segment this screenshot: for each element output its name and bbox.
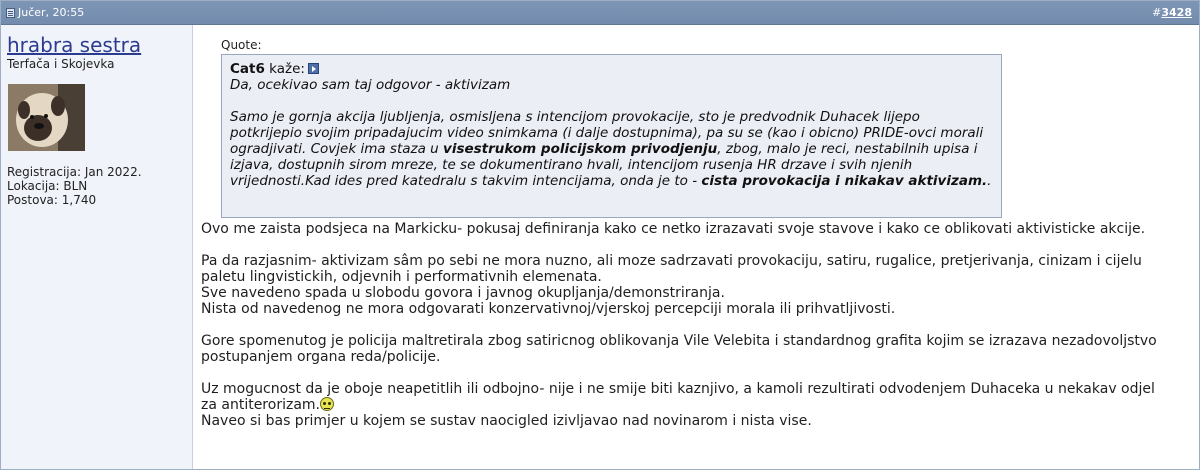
username-link[interactable]: hrabra sestra — [7, 33, 142, 57]
body-paragraph: Naveo si bas primjer u kojem se sustav naocigled izivljavao nad novinarom i nista vise. — [201, 413, 812, 429]
quote-paragraph — [230, 109, 995, 189]
user-registration: Registracija: Jan 2022. — [7, 165, 142, 179]
body-text: Uz mogucnost da je oboje neapetitlih ili odbojno- nije i ne smije biti kaznjivo, a kamoli rezultirati odvodenjem Duhaceka u nekakav odjel za antiterorizam. — [201, 381, 1155, 413]
smiley-icon — [320, 397, 334, 411]
body-paragraph: Nista od navedenog ne mora odgovarati konzervativnoj/vjerskoj percepciji morala ili prihvatljivosti. — [201, 301, 896, 317]
quote-text: , zbog, malo je reci, nestabilnih upisa i izjava, dostupnih sirom mreze, te se dokumentirano hvali, intencijom rusenja HR drzave i svih njenih vrijednosti.Kad ides pred katedralu s takvim intencijama, onda je to - — [230, 141, 978, 189]
quote-line: Da, ocekivao sam taj odgovor - aktivizam — [230, 77, 511, 93]
post-number: #3428 — [1152, 6, 1192, 19]
body-paragraph: Gore spomenutog je policija maltretirala zbog satiricnog oblikovanja Vile Velebita i standardnog grafita kojim se izrazava nezadovoljstvo postupanjem organa reda/policije. — [201, 333, 1157, 365]
user-info-panel — [1, 25, 193, 469]
user-stats — [7, 165, 142, 207]
view-post-arrow-icon[interactable] — [308, 63, 319, 74]
body-paragraph: Sve navedeno spada u slobodu govora i javnog okupljanja/demonstriranja. — [201, 285, 725, 301]
quote-text: Samo je gornja akcija ljubljenja, osmisljena s intencijom provokacije, sto je predvodnik Duhacek lijepo potkrijepio svojim pripadajucim video snimkama (i dalje dostupnima), pa su se (kao i obicno) PRIDE-ovci morali ogradjivati. Covjek ima staza u — [230, 109, 984, 157]
body-paragraph — [201, 381, 1171, 413]
quote-label: Quote: — [221, 38, 262, 52]
quote-box — [221, 54, 1002, 218]
post-content — [193, 25, 1199, 469]
quote-bold-text: visestrukom policijskom privodjenju — [443, 141, 718, 157]
user-location: Lokacija: BLN — [7, 179, 88, 193]
body-paragraph: Ovo me zaista podsjeca na Markicku- pokusaj definiranja kako ce netko izrazavati svoje stavove i kako ce oblikovati aktivisticke akcije. — [201, 221, 1146, 237]
quote-says: kaže: — [269, 61, 305, 77]
user-post-count: Postova: 1,740 — [7, 193, 97, 207]
quote-text: . — [987, 173, 992, 189]
avatar-image — [8, 84, 85, 151]
quote-author: Cat6 — [230, 61, 265, 77]
quote-bold-text: cista provokacija i nikakav aktivizam. — [701, 173, 988, 189]
document-icon — [6, 8, 15, 18]
post-date: Jučer, 20:55 — [18, 6, 85, 19]
post-permalink[interactable]: 3428 — [1161, 6, 1192, 19]
avatar[interactable] — [8, 84, 85, 151]
post-body — [201, 221, 1171, 429]
user-title: Terfača i Skojevka — [7, 57, 115, 71]
post-header — [1, 1, 1199, 25]
quote-header — [230, 61, 995, 77]
body-paragraph: Pa da razjasnim- aktivizam sâm po sebi ne mora nuzno, ali moze sadrzavati provokaciju, satiru, rugalice, pretjerivanja, cinizam i cijelu paletu lingvistickih, odjevnih i performativnih elemenata. — [201, 253, 1142, 285]
